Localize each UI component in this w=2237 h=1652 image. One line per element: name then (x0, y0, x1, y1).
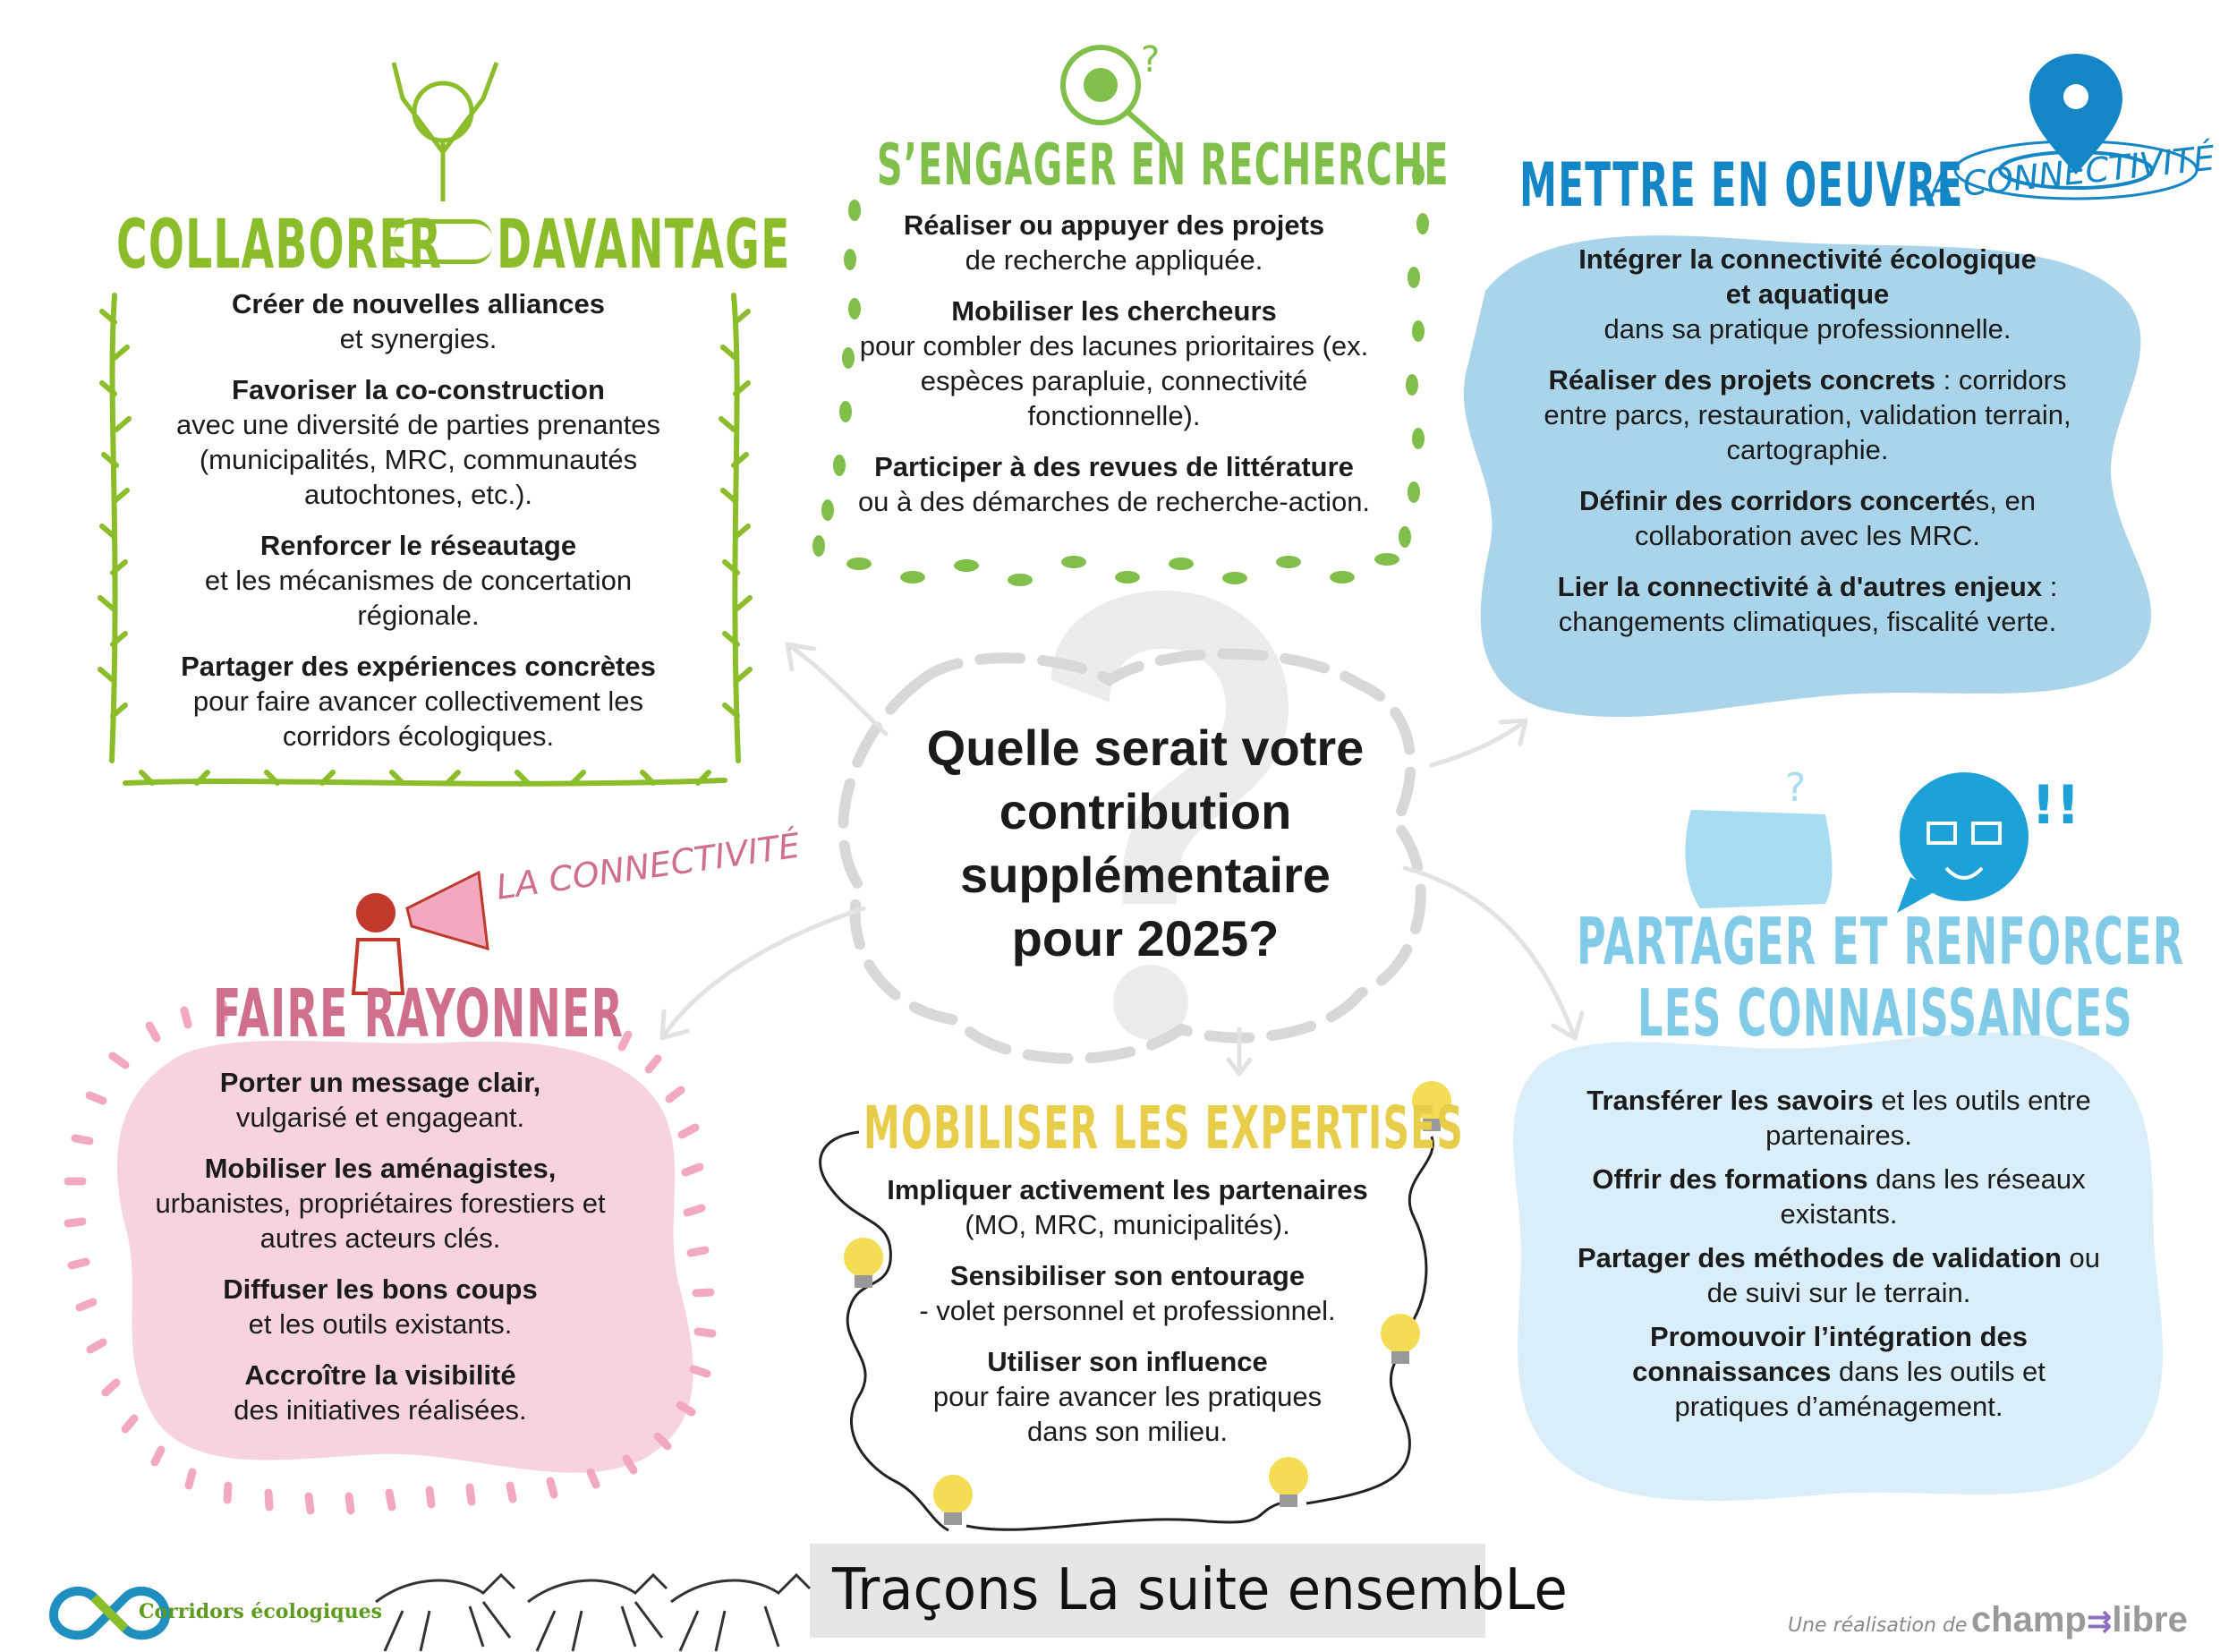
credit (1788, 1600, 2188, 1640)
credit-brand-b: libre (2112, 1600, 2188, 1639)
item-bold: Utiliser son influence (987, 1346, 1268, 1377)
list-item (1561, 1162, 2116, 1231)
item-bold: Réaliser ou appuyer des projets (903, 209, 1325, 241)
recherche-list (855, 208, 1374, 535)
item-text: avec une diversité de parties prenantes (municipalités, MRC, communautés autochtones, etc.). (175, 409, 661, 510)
item-text: (MO, MRC, municipalités). (965, 1209, 1290, 1240)
list-item (143, 372, 693, 512)
item-bold: Diffuser les bons coups (223, 1273, 538, 1305)
oeuvre-list (1521, 242, 2094, 655)
item-bold: Mobiliser les aménagistes, (204, 1153, 557, 1184)
item-text: ou à des démarches de recherche-action. (857, 486, 1371, 517)
item-bold: Lier la connectivité à d'autres enjeux (1557, 571, 2043, 602)
item-text: pour faire avancer collectivement les corridors écologiques. (192, 685, 644, 752)
item-text: dans les outils et pratiques d’aménagement. (1674, 1356, 2046, 1422)
question-line: pour 2025? (1011, 910, 1280, 967)
list-item (1561, 1319, 2116, 1424)
item-text: vulgarisé et engageant. (235, 1102, 525, 1133)
item-bold: Réaliser des projets concrets (1548, 364, 1936, 396)
svg-text:?: ? (1785, 765, 1807, 811)
item-bold: Participer à des revues de littérature (874, 451, 1354, 482)
person-celebrating-icon (394, 63, 497, 201)
list-item (1561, 1240, 2116, 1310)
hands-icon (394, 219, 492, 264)
question-line: Quelle serait votre (926, 720, 1365, 776)
svg-text:?: ? (1141, 39, 1161, 81)
item-text: s, en collaboration avec les MRC. (1635, 485, 2036, 551)
item-text: ou de suivi sur le terrain. (1706, 1242, 2101, 1308)
rayonner-subtitle: LA CONNECTIVITÉ (493, 825, 803, 907)
item-bold: Porter un message clair, (219, 1067, 541, 1098)
item-text: : changements climatiques, fiscalité verte. (1558, 571, 2058, 637)
list-item (134, 1358, 626, 1427)
partager-title-line2: LES CONNAISSANCES (1637, 975, 2133, 1051)
item-text: dans sa pratique professionnelle. (1603, 313, 2012, 345)
oeuvre-subtitle: LA CONNECTIVITÉ (1908, 138, 2217, 209)
item-text: - volet personnel et professionnel. (919, 1295, 1336, 1326)
list-item (1521, 569, 2094, 639)
expertises-title: MOBILISER LES EXPERTISES (863, 1094, 1465, 1162)
item-text: de recherche appliquée. (965, 244, 1263, 276)
credit-brand-a: champ (1970, 1600, 2087, 1639)
list-item (1521, 362, 2094, 467)
collaborer-list (143, 286, 693, 770)
item-text: : corridors entre parcs, restauration, validation terrain, cartographie. (1544, 364, 2071, 465)
item-text: dans les réseaux existants. (1780, 1163, 2086, 1230)
item-bold: Promouvoir l’intégration des connaissances (1632, 1321, 2028, 1387)
item-bold: Transférer les savoirs (1586, 1085, 1874, 1116)
item-bold: Renforcer le réseautage (259, 530, 577, 561)
item-bold: Mobiliser les chercheurs (951, 295, 1277, 327)
list-item (886, 1172, 1369, 1242)
center-question (859, 716, 1432, 970)
list-item (143, 528, 693, 633)
speech-bubble-icons (1685, 765, 2080, 913)
item-text: et les mécanismes de concertation régionale. (204, 565, 633, 631)
partager-title-line1: PARTAGER ET RENFORCER (1577, 904, 2185, 979)
list-item (143, 286, 693, 356)
item-bold: Offrir des formations (1592, 1163, 1868, 1195)
item-bold: Favoriser la co-construction (232, 374, 605, 405)
item-text: pour combler des lacunes prioritaires (ex. espèces parapluie, connectivité fonctionnelle). (859, 330, 1369, 431)
footer-banner: Traçons La suite ensembLe (832, 1557, 1568, 1623)
list-item (143, 649, 693, 754)
item-text: des initiatives réalisées. (234, 1394, 527, 1426)
list-item (855, 294, 1374, 433)
credit-arrow-icon: ⇉ (2086, 1605, 2113, 1639)
list-item (134, 1151, 626, 1256)
list-item (1521, 242, 2094, 346)
item-bold: Sensibiliser son entourage (949, 1260, 1306, 1291)
list-item (1521, 483, 2094, 553)
item-bold: Intégrer la connectivité écologique et aquatique (1578, 243, 2037, 310)
question-line: contribution (999, 783, 1292, 839)
expertises-list (886, 1172, 1369, 1465)
question-line: supplémentaire (960, 847, 1331, 903)
list-item (134, 1272, 626, 1341)
collaborer-title-right: DAVANTAGE (497, 204, 791, 284)
item-bold: Impliquer activement les partenaires (887, 1174, 1368, 1205)
item-bold: Accroître la visibilité (244, 1359, 516, 1391)
list-item (134, 1065, 626, 1135)
item-bold: Partager des expériences concrètes (181, 651, 656, 682)
item-bold: Partager des méthodes de validation (1577, 1242, 2062, 1273)
list-item (886, 1258, 1369, 1328)
corridors-logo-text: Corridors écologiques (139, 1600, 383, 1623)
rayonner-title: FAIRE RAYONNER (213, 975, 625, 1052)
item-bold: Définir des corridors concerté (1579, 485, 1976, 516)
credit-small-text: Une réalisation de (1788, 1614, 1968, 1637)
caribou-icons (376, 1575, 810, 1651)
item-bold: Créer de nouvelles alliances (232, 288, 605, 319)
list-item (855, 208, 1374, 277)
collaborer-title-left: COLLABORER (116, 204, 443, 284)
partager-list (1561, 1083, 2116, 1440)
item-text: urbanistes, propriétaires forestiers et autres acteurs clés. (155, 1188, 606, 1254)
oeuvre-title: METTRE EN OEUVRE (1519, 150, 1964, 221)
list-item (886, 1344, 1369, 1449)
list-item (1561, 1083, 2116, 1153)
magnifier-icon (1063, 39, 1163, 143)
list-item (855, 449, 1374, 519)
item-text: et les outils entre partenaires. (1765, 1085, 2091, 1151)
svg-text:!!: !! (2031, 774, 2080, 837)
rayonner-list (134, 1065, 626, 1443)
item-text: et synergies. (339, 323, 498, 354)
item-text: et les outils existants. (248, 1308, 513, 1340)
item-text: pour faire avancer les pratiques dans son milieu. (932, 1381, 1323, 1447)
recherche-title: S’ENGAGER EN RECHERCHE (877, 132, 1450, 199)
